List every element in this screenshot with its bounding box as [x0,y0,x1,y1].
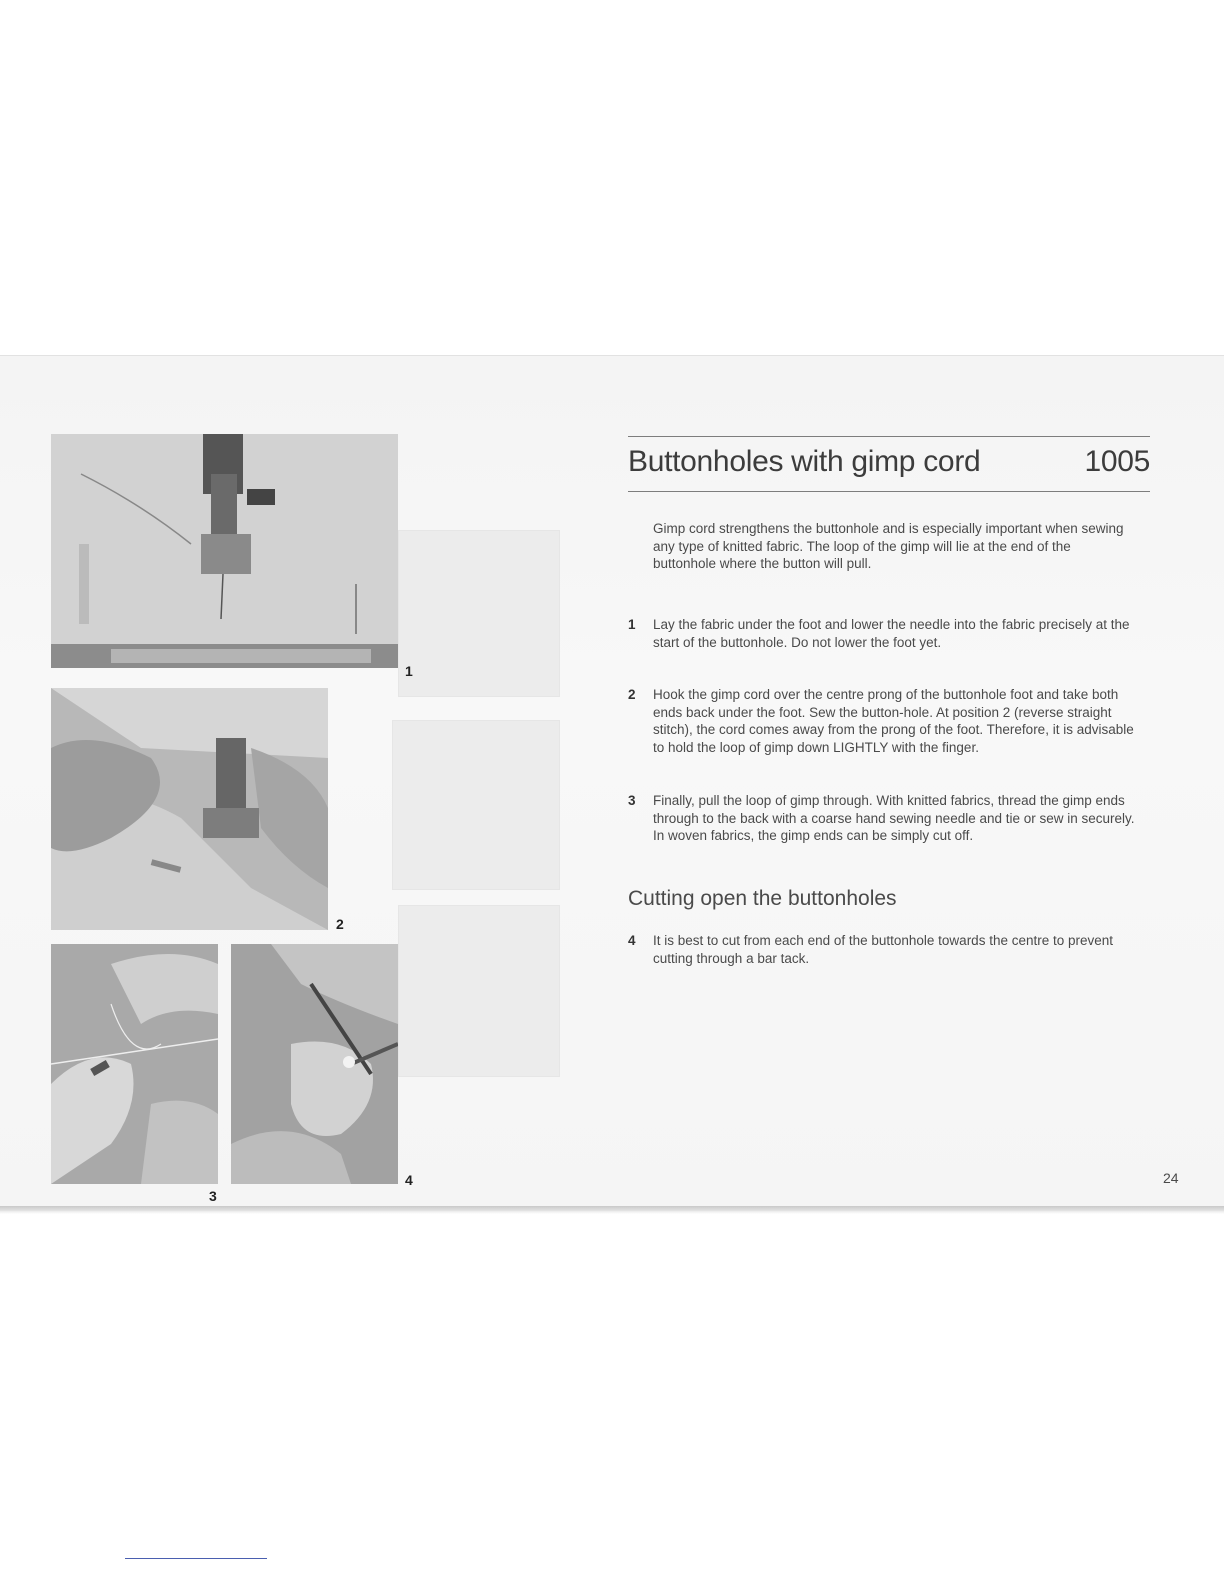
heading-top-rule [628,436,1150,437]
step-item [628,616,1148,651]
step-text: Finally, pull the loop of gimp through. With knitted fabrics, thread the gimp ends through to the back with a coarse hand sewing needle and tie or sew in securely. In woven fabrics, the gimp ends can be simply cut off. [653,793,1135,843]
pulling-gimp-loop-illustration [51,944,218,1184]
step-text: Hook the gimp cord over the centre prong of the buttonhole foot and take both ends back under the foot. Sew the button-hole. At position 2 (reverse straight stitch), the cord comes away from the prong of the foot. Therefore, it is advisable to hold the loop of gimp down LIGHTLY with the finger. [653,687,1134,755]
figure-3-photo [51,944,218,1184]
step-number: 1 [628,617,636,632]
intro-paragraph: Gimp cord strengthens the buttonhole and is especially important when sewing any type of knitted fabric. The loop of the gimp will lie at the end of the buttonhole where the button will pull. [653,521,1124,571]
sewing-machine-needle-illustration [51,434,398,668]
step-number: 3 [628,793,636,808]
bleed-through-panel [392,720,560,890]
model-code: 1005 [1084,445,1150,478]
title-text: Buttonholes with gimp cord [628,445,981,478]
step-number: 4 [628,933,636,948]
step-item [628,686,1148,756]
figure-1-photo [51,434,398,668]
hands-holding-fabric-illustration [51,688,328,930]
step-item [628,932,1148,967]
step-text: It is best to cut from each end of the buttonhole towards the centre to prevent cutting through a bar tack. [653,933,1114,966]
step-text: Lay the fabric under the foot and lower the needle into the fabric precisely at the start of the buttonhole. Do not lower the foot yet. [653,617,1130,650]
figure-4-label: 4 [405,1172,413,1188]
figure-2-photo [51,688,328,930]
page-edge-shadow [0,1206,1224,1214]
figure-3-label: 3 [209,1188,217,1204]
bleed-through-panel [398,905,560,1077]
page-title [628,445,1150,489]
tying-gimp-ends-illustration [231,944,398,1184]
page-number: 24 [1163,1170,1179,1186]
step-number: 2 [628,687,636,702]
step-item [628,792,1148,845]
section-subheading: Cutting open the buttonholes [628,887,897,910]
bottom-divider [125,1558,267,1559]
figure-4-photo [231,944,398,1184]
figure-2-label: 2 [336,916,344,932]
figure-1-label: 1 [405,663,413,679]
heading-bottom-rule [628,491,1150,492]
bleed-through-panel [398,530,560,697]
